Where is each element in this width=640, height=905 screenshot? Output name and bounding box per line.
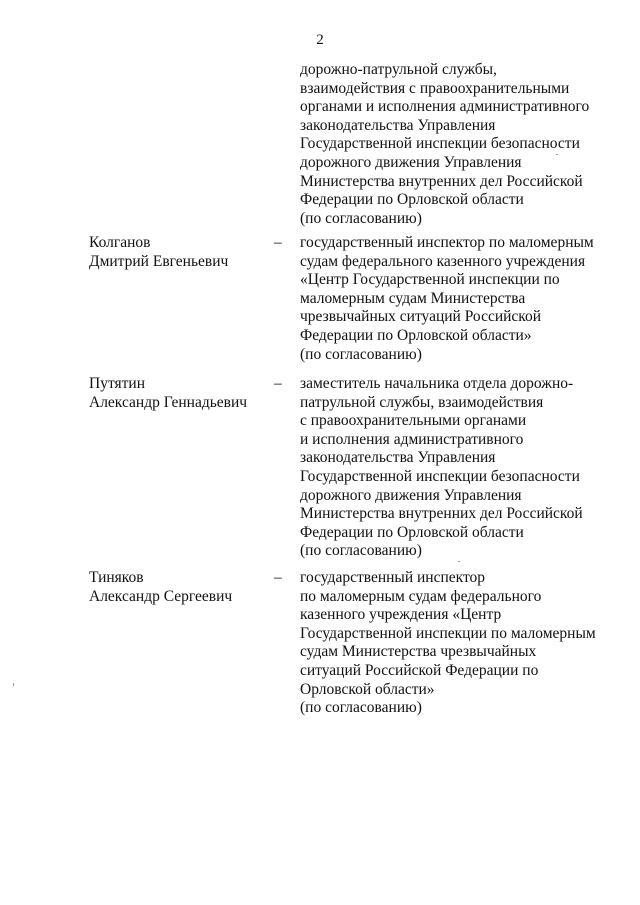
scan-speck: [458, 561, 460, 562]
entry-dash: –: [274, 375, 282, 392]
member-name-tinyakov: [89, 569, 232, 606]
member-position-kolganov: [300, 234, 620, 364]
position-line: «Центр Государственной инспекции по: [300, 271, 560, 289]
continuation-line: взаимодействия с правоохранительными: [300, 79, 570, 97]
position-line: казенного учреждения «Центр: [300, 606, 502, 624]
continuation-line: дорожного движения Управления: [300, 153, 522, 171]
position-line: и исполнения административного: [300, 430, 524, 448]
position-line: Государственной инспекции безопасности: [300, 467, 580, 485]
member-surname: Путятин: [89, 375, 146, 392]
entry-dash: –: [274, 569, 282, 586]
continuation-line: (по согласованию): [300, 209, 422, 227]
member-given-names: Дмитрий Евгеньевич: [89, 252, 229, 270]
position-line: Федерации по Орловской области»: [300, 326, 532, 344]
position-line: ситуаций Российской Федерации по: [300, 661, 539, 679]
continuation-line: органами и исполнения административного: [300, 98, 590, 116]
position-line: законодательства Управления: [300, 449, 496, 467]
position-line: дорожного движения Управления: [300, 486, 522, 504]
position-line: патрульной службы, взаимодействия: [300, 393, 544, 411]
position-line: Орловской области»: [300, 680, 435, 698]
position-line: (по согласованию): [300, 345, 422, 363]
member-surname: Тиняков: [89, 569, 144, 586]
position-line: судам Министерства чрезвычайных: [300, 643, 537, 661]
member-given-names: Александр Геннадьевич: [89, 393, 248, 411]
member-position-tinyakov: [300, 569, 620, 718]
scan-speck: [13, 683, 14, 686]
continuation-line: дорожно-патрульной службы,: [300, 61, 497, 78]
continuation-line: законодательства Управления: [300, 116, 496, 134]
position-line: государственный инспектор: [300, 569, 486, 586]
member-name-putyatin: [89, 375, 247, 412]
position-line: Федерации по Орловской области: [300, 523, 524, 541]
continuation-line: Федерации по Орловской области: [300, 191, 524, 209]
position-line: заместитель начальника отдела дорожно-: [300, 375, 574, 392]
position-line: по маломерным судам федерального: [300, 587, 542, 605]
position-line: судам федерального казенного учреждения: [300, 252, 586, 270]
member-name-kolganov: [89, 234, 228, 271]
position-line: государственный инспектор по маломерным: [300, 234, 594, 251]
member-given-names: Александр Сергеевич: [89, 587, 233, 605]
position-line: с правоохранительными органами: [300, 412, 527, 430]
position-line: (по согласованию): [300, 699, 422, 717]
member-position-putyatin: [300, 375, 620, 561]
entry-dash: –: [274, 234, 282, 251]
position-line: Государственной инспекции по маломерным: [300, 624, 596, 642]
member-surname: Колганов: [89, 234, 151, 251]
continuation-line: Государственной инспекции безопасности: [300, 135, 580, 153]
position-line: Министерства внутренних дел Российской: [300, 505, 583, 523]
continuation-text: [300, 61, 620, 228]
page-number: 2: [316, 32, 324, 48]
continuation-line: Министерства внутренних дел Российской: [300, 172, 583, 190]
position-line: маломерным судам Министерства: [300, 289, 526, 307]
position-line: чрезвычайных ситуаций Российской: [300, 308, 542, 326]
scan-speck: [556, 154, 558, 155]
position-line: (по согласованию): [300, 542, 422, 560]
